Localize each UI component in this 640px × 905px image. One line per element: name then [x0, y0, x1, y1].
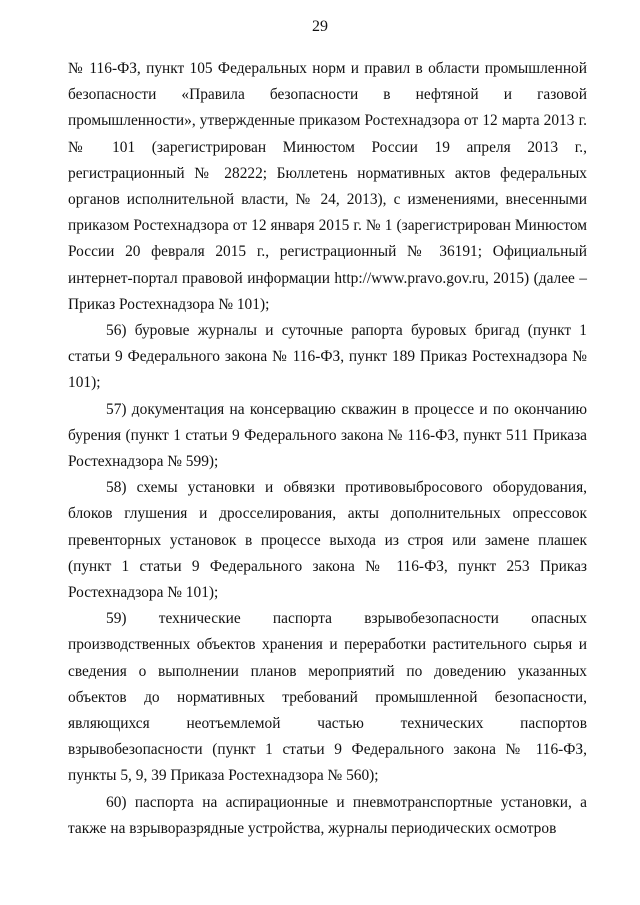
paragraph-item-58: 58) схемы установки и обвязки противовыбросового оборудования, блоков глушения и дросселирования, акты дополнительных опрессовок превенторных установок в процессе выхода из строя или замене плашек (пункт 1 статьи 9 Федерального закона № 116-ФЗ, пункт 253 Приказ Ростехнадзора № 101); [68, 479, 587, 602]
paragraph-item-56: 56) буровые журналы и суточные рапорта буровых бригад (пункт 1 статьи 9 Федерального закона № 116-ФЗ, пункт 189 Приказ Ростехнадзора № 101); [68, 322, 587, 392]
paragraph-continued: № 116-ФЗ, пункт 105 Федеральных норм и правил в области промышленной безопасности «Правила безопасности в нефтяной и газовой промышленности», утвержденные приказом Ростехнадзора от 12 марта 2013 г. № 101 (зарегистрирован Минюстом России 19 апреля 2013 г., регистрационный № 28222; Бюллетень нормативных актов федеральных органов исполнительной власти, № 24, 2013), с изменениями, внесенными приказом Ростехнадзора от 12 января 2015 г. № 1 (зарегистрирован Минюстом России 20 февраля 2015 г., регистрационный № 36191; Официальный интернет-портал правовой информации http://www.pravo.gov.ru, 2015) (далее – Приказ Ростехнадзора № 101); [68, 60, 587, 313]
paragraph-item-57: 57) документация на консервацию скважин в процессе и по окончанию бурения (пункт 1 статьи 9 Федерального закона № 116-ФЗ, пункт 511 Приказа Ростехнадзора № 599); [68, 400, 587, 471]
document-body [68, 56, 587, 842]
paragraph-item-60: 60) паспорта на аспирационные и пневмотранспортные установки, а также на взрыворазрядные устройства, журналы периодических осмотров [68, 793, 587, 837]
page-number: 29 [312, 18, 328, 35]
paragraph-item-59: 59) технические паспорта взрывобезопасности опасных производственных объектов хранения и переработки растительного сырья и сведения о выполнении планов мероприятий по доведению указанных объектов до нормативных требований промышленной безопасности, являющихся неотъемлемой частью технических паспортов взрывобезопасности (пункт 1 статьи 9 Федерального закона № 116-ФЗ, пункты 5, 9, 39 Приказа Ростехнадзора № 560); [68, 610, 587, 785]
